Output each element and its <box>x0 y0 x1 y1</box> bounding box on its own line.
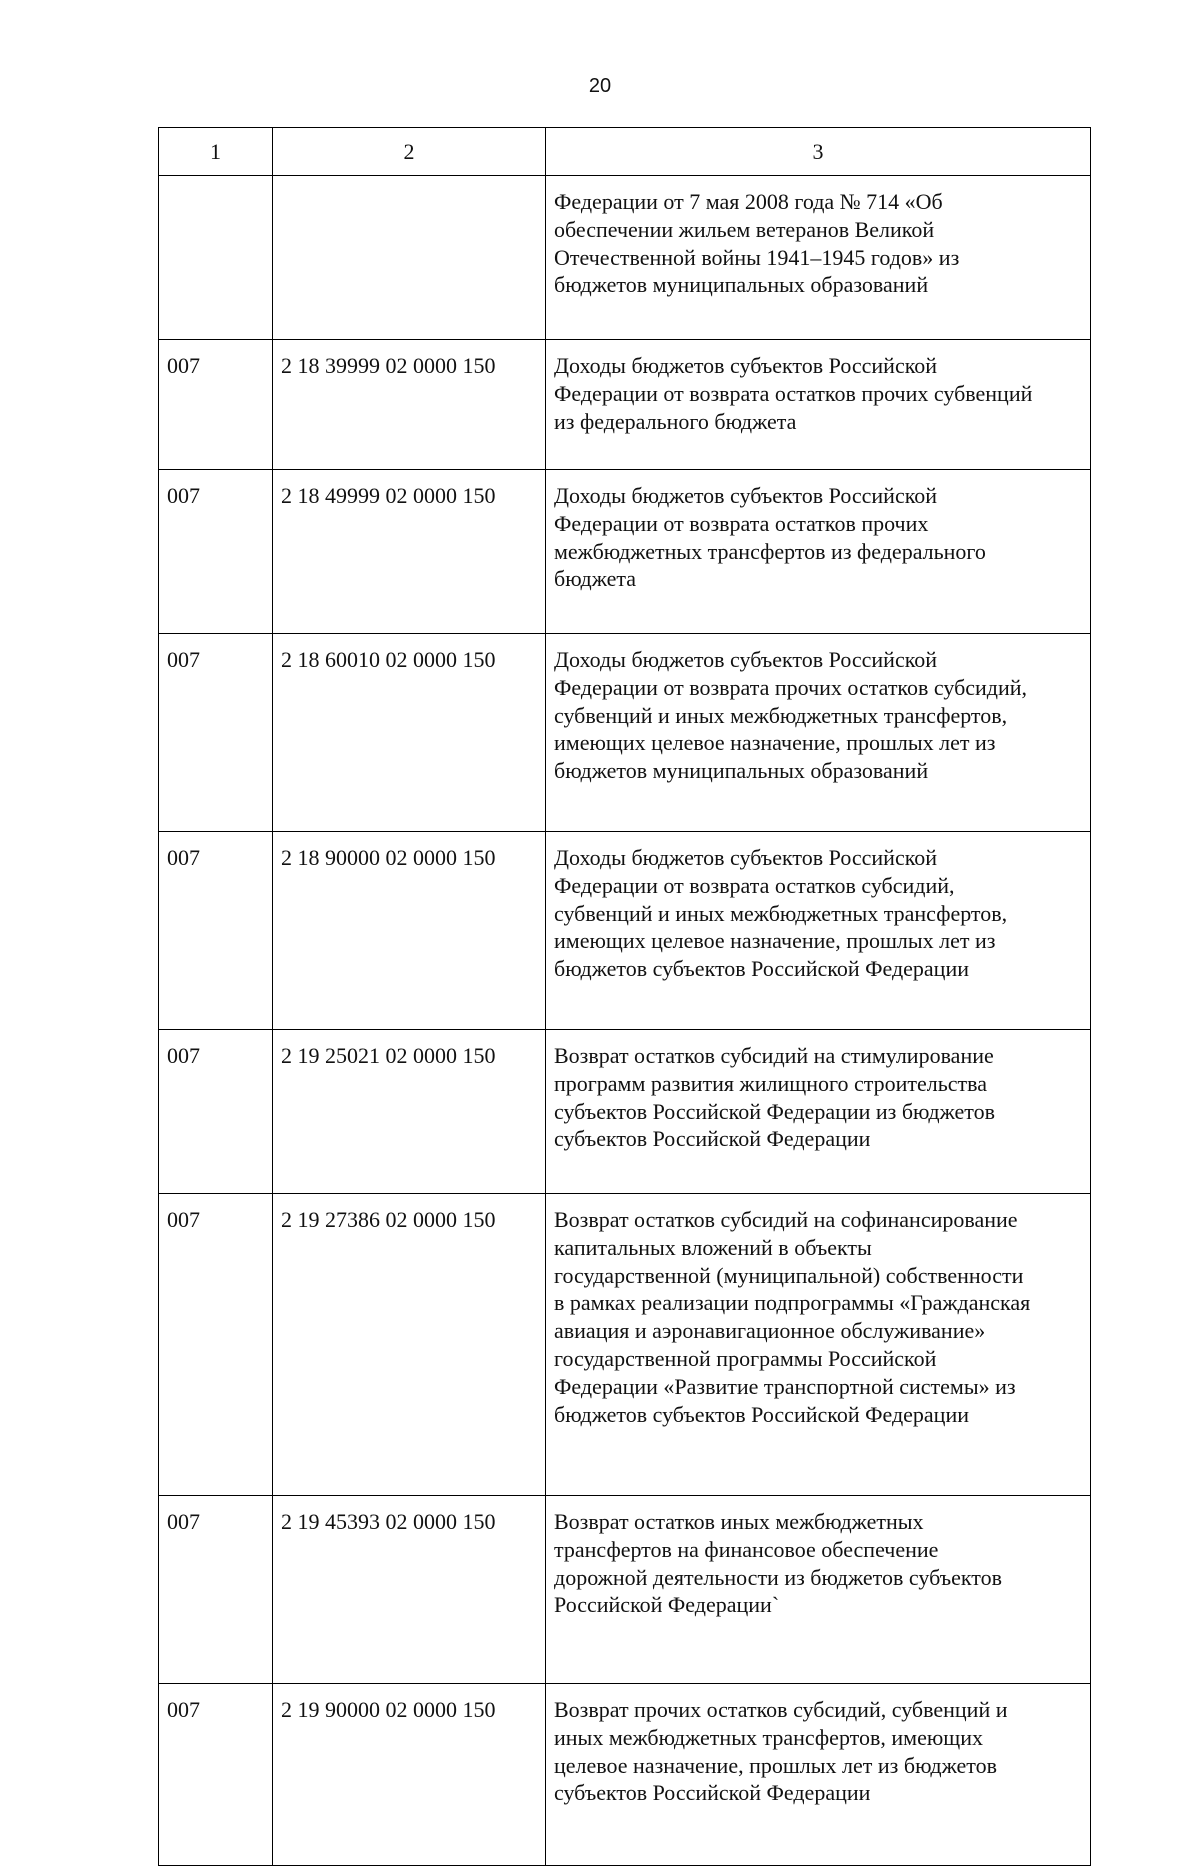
table-row <box>159 634 1091 832</box>
income-description-cell <box>546 176 1091 340</box>
description-line: программ развития жилищного строительства <box>554 1070 987 1096</box>
description-line: трансфертов на финансовое обеспечение <box>554 1536 939 1562</box>
description-line: Возврат прочих остатков субсидий, субвенций и <box>554 1697 1008 1722</box>
description-line: имеющих целевое назначение, прошлых лет из <box>554 730 996 756</box>
description-line: Доходы бюджетов субъектов Российской <box>554 647 938 672</box>
description-line: бюджетов субъектов Российской Федерации <box>554 956 969 982</box>
admin-code-cell: 007 <box>159 634 273 832</box>
description-line: Федерации «Развитие транспортной системы» из <box>554 1373 1016 1399</box>
budget-classification-code-cell: 2 18 60010 02 0000 150 <box>273 634 546 832</box>
admin-code-cell: 007 <box>159 832 273 1030</box>
description-line: бюджетов муниципальных образований <box>554 272 929 298</box>
table-row <box>159 1496 1091 1684</box>
description-line: Возврат остатков иных межбюджетных <box>554 1509 924 1534</box>
description-line: дорожной деятельности из бюджетов субъектов <box>554 1564 1002 1590</box>
admin-code-cell: 007 <box>159 1496 273 1684</box>
table-body <box>159 176 1091 1866</box>
description-line: Доходы бюджетов субъектов Российской <box>554 845 938 870</box>
budget-classification-code-cell: 2 19 90000 02 0000 150 <box>273 1684 546 1866</box>
admin-code-cell <box>159 176 273 340</box>
description-line: субъектов Российской Федерации <box>554 1780 871 1806</box>
description-line: Федерации от возврата остатков прочих <box>554 510 929 536</box>
description-line: государственной программы Российской <box>554 1345 937 1371</box>
admin-code-cell: 007 <box>159 1030 273 1194</box>
budget-classification-code-cell: 2 18 39999 02 0000 150 <box>273 340 546 470</box>
description-line: целевое назначение, прошлых лет из бюджетов <box>554 1752 997 1778</box>
budget-classification-code-cell <box>273 176 546 340</box>
admin-code-cell: 007 <box>159 470 273 634</box>
description-line: имеющих целевое назначение, прошлых лет из <box>554 928 996 954</box>
description-line: Возврат остатков субсидий на софинансирование <box>554 1207 1018 1232</box>
description-line: субъектов Российской Федерации <box>554 1126 871 1152</box>
table-row <box>159 1030 1091 1194</box>
description-line: бюджетов субъектов Российской Федерации <box>554 1401 969 1427</box>
description-line: Доходы бюджетов субъектов Российской <box>554 483 938 508</box>
admin-code-cell: 007 <box>159 1684 273 1866</box>
column-header-2: 2 <box>273 128 546 176</box>
description-line: Федерации от возврата остатков прочих субвенций <box>554 380 1033 406</box>
description-line: субъектов Российской Федерации из бюджетов <box>554 1098 995 1124</box>
budget-codes-table <box>158 127 1091 1866</box>
income-description-cell <box>546 1194 1091 1496</box>
description-line: межбюджетных трансфертов из федерального <box>554 538 986 564</box>
income-description-cell <box>546 340 1091 470</box>
description-line: Доходы бюджетов субъектов Российской <box>554 353 938 378</box>
table-row <box>159 340 1091 470</box>
description-line: Возврат остатков субсидий на стимулирование <box>554 1043 994 1068</box>
description-line: бюджета <box>554 566 637 592</box>
description-line: в рамках реализации подпрограммы «Гражданская <box>554 1290 1031 1316</box>
income-description-cell <box>546 832 1091 1030</box>
description-line: государственной (муниципальной) собственности <box>554 1262 1024 1288</box>
column-header-1: 1 <box>159 128 273 176</box>
description-line: субвенций и иных межбюджетных трансфертов, <box>554 702 1008 728</box>
table-row <box>159 1194 1091 1496</box>
budget-classification-code-cell: 2 18 49999 02 0000 150 <box>273 470 546 634</box>
description-line: Федерации от возврата остатков субсидий, <box>554 872 955 898</box>
page-number: 20 <box>588 75 612 97</box>
column-header-3: 3 <box>546 128 1091 176</box>
description-line: из федерального бюджета <box>554 408 797 434</box>
description-line: капитальных вложений в объекты <box>554 1234 872 1260</box>
description-line: субвенций и иных межбюджетных трансфертов, <box>554 900 1008 926</box>
budget-classification-code-cell: 2 19 27386 02 0000 150 <box>273 1194 546 1496</box>
income-description-cell <box>546 1496 1091 1684</box>
income-description-cell <box>546 634 1091 832</box>
description-line: иных межбюджетных трансфертов, имеющих <box>554 1724 983 1750</box>
description-line: авиация и аэронавигационное обслуживание» <box>554 1318 986 1344</box>
description-line: Федерации от 7 мая 2008 года № 714 «Об <box>554 189 943 214</box>
budget-classification-code-cell: 2 19 25021 02 0000 150 <box>273 1030 546 1194</box>
description-line: обеспечении жильем ветеранов Великой <box>554 216 935 242</box>
income-description-cell <box>546 1684 1091 1866</box>
description-line: Российской Федерации` <box>554 1592 780 1618</box>
table-row <box>159 470 1091 634</box>
admin-code-cell: 007 <box>159 340 273 470</box>
table-row <box>159 1684 1091 1866</box>
table-header-row <box>159 128 1091 176</box>
table-row <box>159 176 1091 340</box>
income-description-cell <box>546 1030 1091 1194</box>
description-line: Федерации от возврата прочих остатков субсидий, <box>554 674 1028 700</box>
budget-classification-code-cell: 2 18 90000 02 0000 150 <box>273 832 546 1030</box>
admin-code-cell: 007 <box>159 1194 273 1496</box>
income-description-cell <box>546 470 1091 634</box>
description-line: Отечественной войны 1941–1945 годов» из <box>554 244 960 270</box>
table-row <box>159 832 1091 1030</box>
budget-classification-code-cell: 2 19 45393 02 0000 150 <box>273 1496 546 1684</box>
description-line: бюджетов муниципальных образований <box>554 758 929 784</box>
